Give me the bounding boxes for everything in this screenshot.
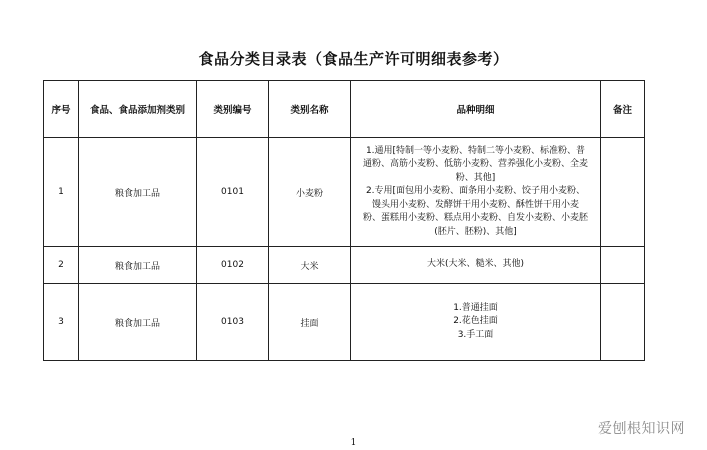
row-detail	[351, 138, 601, 247]
detail-line: (胚片、胚粉)、其他]	[434, 226, 517, 237]
row-code: 0101	[197, 138, 269, 247]
detail-line: 2.花色挂面	[453, 316, 498, 327]
row-note	[601, 247, 645, 284]
table-row	[44, 247, 645, 284]
row-index: 2	[44, 247, 79, 284]
row-detail	[351, 284, 601, 361]
row-code: 0103	[197, 284, 269, 361]
row-category: 粮食加工品	[79, 138, 197, 247]
header-index: 序号	[44, 81, 79, 138]
row-category: 粮食加工品	[79, 247, 197, 284]
row-category: 粮食加工品	[79, 284, 197, 361]
header-code: 类别编号	[197, 81, 269, 138]
detail-line: 3.手工面	[457, 329, 494, 340]
detail-line: 粉、其他]	[455, 172, 496, 183]
food-category-table	[43, 80, 645, 361]
row-detail	[351, 247, 601, 284]
detail-line: 粉、蛋糕用小麦粉、糕点用小麦粉、自发小麦粉、小麦胚	[362, 213, 588, 224]
row-note	[601, 284, 645, 361]
detail-line: 馒头用小麦粉、发酵饼干用小麦粉、酥性饼干用小麦	[371, 199, 579, 210]
watermark: 爱刨根知识网	[598, 421, 685, 437]
header-category: 食品、食品添加剂类别	[79, 81, 197, 138]
detail-line: 2.专用[面包用小麦粉、面条用小麦粉、饺子用小麦粉、	[365, 186, 586, 197]
header-detail: 品种明细	[351, 81, 601, 138]
row-name: 挂面	[269, 284, 351, 361]
row-name: 小麦粉	[269, 138, 351, 247]
document-title: 食品分类目录表（食品生产许可明细表参考）	[198, 50, 509, 68]
row-index: 3	[44, 284, 79, 361]
page-number: 1	[350, 438, 357, 448]
detail-line: 1.通用[特制一等小麦粉、特制二等小麦粉、标准粉、普	[365, 146, 586, 157]
row-name: 大米	[269, 247, 351, 284]
detail-line: 大米(大米、糙米、其他)	[426, 259, 525, 270]
row-note	[601, 138, 645, 247]
table-row	[44, 138, 645, 247]
detail-line: 1.普通挂面	[453, 302, 498, 313]
header-note: 备注	[601, 81, 645, 138]
header-name: 类别名称	[269, 81, 351, 138]
table-row	[44, 284, 645, 361]
detail-line: 通粉、高筋小麦粉、低筋小麦粉、营养强化小麦粉、全麦	[362, 159, 588, 170]
row-index: 1	[44, 138, 79, 247]
row-code: 0102	[197, 247, 269, 284]
table-header-row	[44, 81, 645, 138]
